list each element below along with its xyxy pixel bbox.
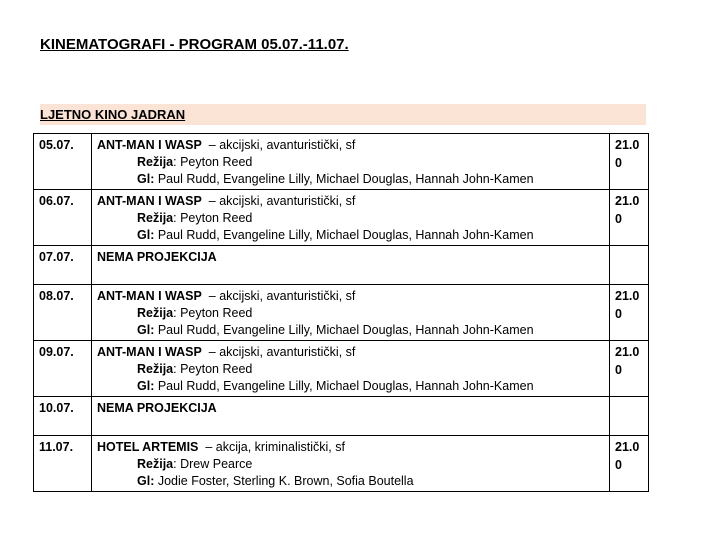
director-line <box>97 305 604 322</box>
film-genre: akcijski, avanturistički, sf <box>219 138 356 152</box>
venue-heading: LJETNO KINO JADRAN <box>40 104 646 125</box>
genre-separator: – <box>201 138 220 152</box>
genre-separator: – <box>201 194 220 208</box>
cast-names: Jodie Foster, Sterling K. Brown, Sofia Boutella <box>157 474 414 488</box>
film-heading <box>97 399 604 417</box>
director-line <box>97 361 604 378</box>
film-genre: akcijski, avanturistički, sf <box>219 289 356 303</box>
film-title: ANT-MAN I WASP <box>97 289 202 303</box>
film-cell <box>92 285 610 341</box>
cast-names: Paul Rudd, Evangeline Lilly, Michael Douglas, Hannah John-Kamen <box>157 172 534 186</box>
film-title: HOTEL ARTEMIS <box>97 440 199 454</box>
cast-label: Gl: <box>137 474 155 488</box>
genre-separator: – <box>201 345 220 359</box>
director-label: Režija <box>137 211 174 225</box>
director-colon: : <box>173 211 181 225</box>
date-cell: 10.07. <box>34 397 92 436</box>
table-row <box>34 134 649 190</box>
film-genre: akcijski, avanturistički, sf <box>219 194 356 208</box>
director-name: Peyton Reed <box>180 362 253 376</box>
date-cell: 08.07. <box>34 285 92 341</box>
time-cell: 21.00 <box>610 341 649 397</box>
cast-label: Gl: <box>137 379 155 393</box>
director-colon: : <box>173 362 181 376</box>
date-cell: 11.07. <box>34 436 92 492</box>
program-table-body <box>34 134 649 492</box>
director-name: Peyton Reed <box>180 211 253 225</box>
cast-line <box>97 322 604 339</box>
film-title: ANT-MAN I WASP <box>97 138 202 152</box>
film-genre: akcija, kriminalistički, sf <box>215 440 345 454</box>
director-colon: : <box>173 306 181 320</box>
date-cell: 07.07. <box>34 246 92 285</box>
cast-label: Gl: <box>137 172 155 186</box>
director-colon: : <box>173 155 181 169</box>
table-row <box>34 341 649 397</box>
genre-separator: – <box>198 440 216 454</box>
cast-names: Paul Rudd, Evangeline Lilly, Michael Douglas, Hannah John-Kamen <box>157 379 534 393</box>
director-colon: : <box>173 457 181 471</box>
director-label: Režija <box>137 306 174 320</box>
director-name: Peyton Reed <box>180 155 253 169</box>
table-row <box>34 285 649 341</box>
cast-line <box>97 378 604 395</box>
table-row <box>34 397 649 436</box>
film-heading <box>97 287 604 305</box>
date-cell: 06.07. <box>34 190 92 246</box>
director-name: Peyton Reed <box>180 306 253 320</box>
table-row <box>34 246 649 285</box>
date-cell: 05.07. <box>34 134 92 190</box>
film-heading <box>97 343 604 361</box>
director-label: Režija <box>137 155 174 169</box>
film-title: NEMA PROJEKCIJA <box>97 250 217 264</box>
film-cell <box>92 246 610 285</box>
film-cell <box>92 436 610 492</box>
table-row <box>34 436 649 492</box>
film-heading <box>97 438 604 456</box>
program-table <box>33 133 649 492</box>
cast-label: Gl: <box>137 228 155 242</box>
film-heading <box>97 136 604 154</box>
film-heading <box>97 192 604 210</box>
director-line <box>97 210 604 227</box>
cast-label: Gl: <box>137 323 155 337</box>
cast-line <box>97 171 604 188</box>
time-cell <box>610 397 649 436</box>
film-heading <box>97 248 604 266</box>
director-name: Drew Pearce <box>180 457 253 471</box>
film-title: ANT-MAN I WASP <box>97 194 202 208</box>
time-cell: 21.00 <box>610 285 649 341</box>
director-line <box>97 154 604 171</box>
film-cell <box>92 190 610 246</box>
time-cell <box>610 246 649 285</box>
genre-separator: – <box>201 289 220 303</box>
director-label: Režija <box>137 457 174 471</box>
cast-names: Paul Rudd, Evangeline Lilly, Michael Douglas, Hannah John-Kamen <box>157 228 534 242</box>
film-title: ANT-MAN I WASP <box>97 345 202 359</box>
date-cell: 09.07. <box>34 341 92 397</box>
page-title: KINEMATOGRAFI - PROGRAM 05.07.-11.07. <box>40 36 349 53</box>
director-label: Režija <box>137 362 174 376</box>
cast-line <box>97 473 604 490</box>
film-title: NEMA PROJEKCIJA <box>97 401 217 415</box>
time-cell: 21.00 <box>610 190 649 246</box>
film-genre: akcijski, avanturistički, sf <box>219 345 356 359</box>
cast-line <box>97 227 604 244</box>
film-cell <box>92 341 610 397</box>
film-cell <box>92 397 610 436</box>
director-line <box>97 456 604 473</box>
film-cell <box>92 134 610 190</box>
time-cell: 21.00 <box>610 436 649 492</box>
table-row <box>34 190 649 246</box>
cast-names: Paul Rudd, Evangeline Lilly, Michael Douglas, Hannah John-Kamen <box>157 323 534 337</box>
time-cell: 21.00 <box>610 134 649 190</box>
